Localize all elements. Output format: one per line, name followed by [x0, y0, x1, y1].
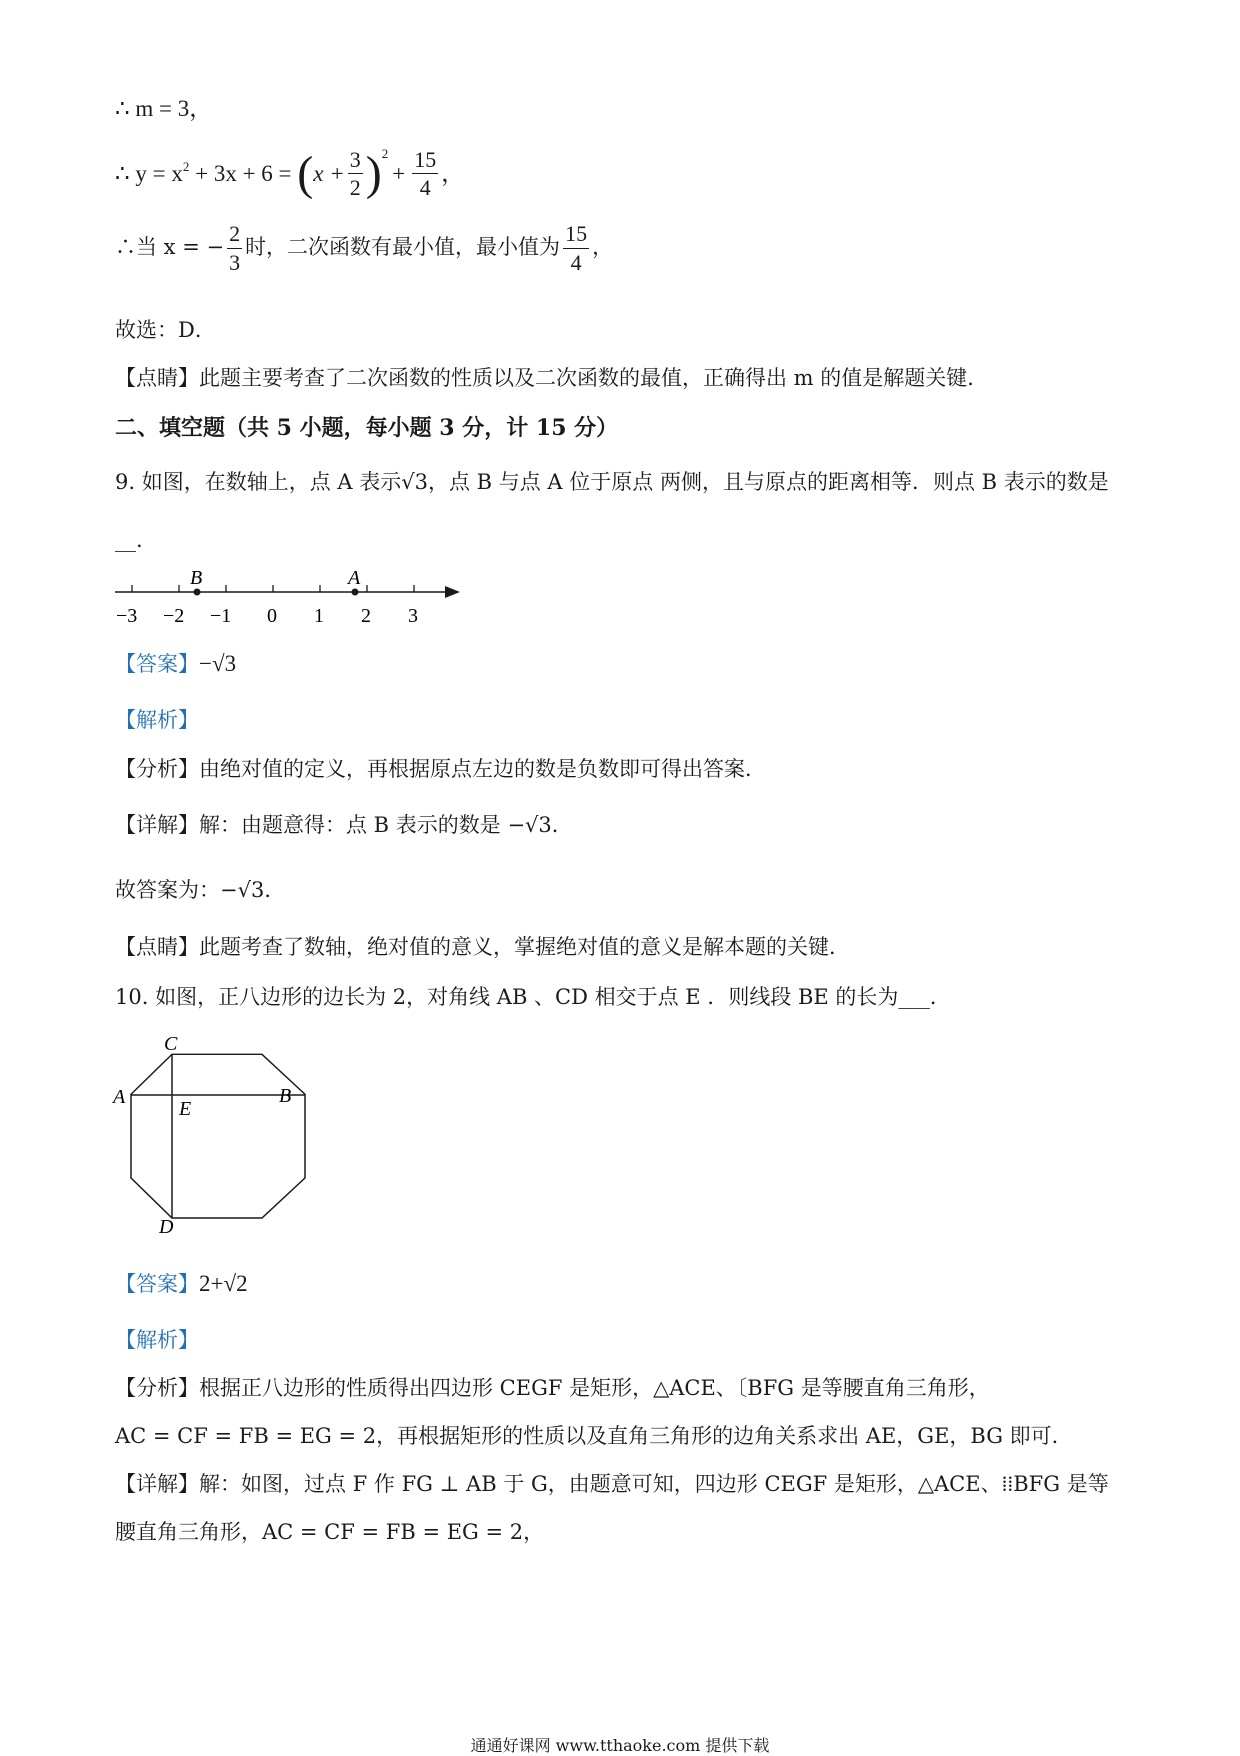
- right-paren: ): [365, 147, 382, 200]
- analysis-tag: 【解析】: [115, 1328, 199, 1352]
- xiangjie-9: [115, 813, 573, 838]
- point-b-dot: [194, 589, 201, 596]
- exponent: 2: [182, 159, 190, 174]
- answer-is-9: 故答案为：−√3．: [115, 878, 286, 902]
- key-point-q8: [115, 366, 988, 391]
- fraction-3-2: $\frac{3}{2}$: [349, 146, 361, 201]
- xiangjie-9-text: 解：由题意得：点 B 表示的数是 −√3．: [199, 813, 573, 837]
- arrow-head-icon: [445, 586, 460, 598]
- fraction-15-4-min: $\frac{15}{4}$: [565, 221, 588, 275]
- xiangjie-10-line2: 腰直角三角形，AC = CF = FB = EG = 2，: [115, 1520, 545, 1544]
- answer-10-value: 2+√2: [199, 1271, 248, 1296]
- dianjing-9: [115, 935, 850, 960]
- plus-sign: +: [392, 161, 406, 186]
- xiangjie-tag: 【详解】: [115, 813, 199, 837]
- vertex-form-lhs: ∴ y = x: [115, 161, 183, 186]
- tick-label-neg2: −2: [163, 605, 185, 627]
- answer-9: [115, 650, 236, 678]
- point-b-label: B: [190, 567, 203, 589]
- fenxi-9: [115, 757, 766, 782]
- line-m-equals-3: ∴ m = 3，: [115, 96, 213, 121]
- left-paren: (: [297, 147, 314, 200]
- tick-label-3: 3: [408, 605, 418, 627]
- tick-label-neg3: −3: [116, 605, 138, 627]
- vertex-d-label: D: [159, 1216, 174, 1235]
- analysis-9-tag: [115, 708, 199, 733]
- x-plus: x +: [313, 161, 345, 186]
- point-e-label: E: [179, 1098, 192, 1120]
- tick-label-neg1: −1: [210, 605, 232, 627]
- tick-label-2: 2: [361, 605, 371, 627]
- fenxi-10: [115, 1376, 990, 1401]
- vertex-form-mid: + 3x + 6 =: [189, 161, 298, 186]
- fenxi-10-line2: AC = CF = FB = EG = 2，再根据矩形的性质以及直角三角形的边角关系求出 AE，GE，BG 即可．: [115, 1424, 1073, 1448]
- analysis-tag: 【解析】: [115, 708, 199, 732]
- answer-tag: 【答案】: [115, 1272, 199, 1296]
- line-vertex-form: [115, 145, 464, 203]
- comma: ，: [592, 235, 614, 260]
- choose-answer-d: 故选：D．: [115, 318, 216, 342]
- fenxi-9-text: 由绝对值的定义，再根据原点左边的数是负数即可得出答案．: [199, 757, 766, 781]
- vertex-a-label: A: [113, 1086, 126, 1108]
- answer-tag: 【答案】: [115, 652, 199, 676]
- dianjing-9-text: 此题考查了数轴，绝对值的意义，掌握绝对值的意义是解本题的关键．: [199, 935, 850, 959]
- fraction-2-3: $\frac{2}{3}$: [229, 221, 241, 275]
- analysis-10-tag: [115, 1328, 199, 1353]
- tick-label-1: 1: [314, 605, 324, 627]
- question-9-blank: __.: [115, 528, 143, 552]
- exponent: 2: [381, 146, 389, 161]
- number-line-ticks: [132, 585, 414, 592]
- answer-9-value: −√3: [199, 651, 237, 676]
- fraction-15-4: $\frac{15}{4}$: [414, 146, 437, 201]
- page-footer: 通通好课网 www.tthaoke.com 提供下载: [470, 1736, 770, 1755]
- fenxi-10-text-a: 根据正八边形的性质得出四边形 CEGF 是矩形，△ACE、〔BFG 是等腰直角三角形，: [199, 1376, 990, 1400]
- fenxi-tag: 【分析】: [115, 1376, 199, 1400]
- question-10: 10. 如图，正八边形的边长为 2，对角线 AB 、CD 相交于点 E ．则线段 BE 的长为___．: [115, 985, 951, 1009]
- question-9: 9. 如图，在数轴上，点 A 表示√3，点 B 与点 A 位于原点 两侧，且与原点的距离相等．则点 B 表示的数是: [115, 470, 1109, 494]
- answer-10: [115, 1270, 248, 1298]
- comma: ，: [441, 161, 465, 186]
- regular-octagon: [131, 1054, 305, 1218]
- key-point-tag: 【点睛】: [115, 366, 199, 390]
- number-line-figure: [110, 562, 470, 632]
- xiangjie-tag: 【详解】: [115, 1472, 199, 1496]
- point-a-dot: [352, 589, 359, 596]
- tick-label-0: 0: [267, 605, 277, 627]
- section-heading-fill-blank: 二、填空题（共 5 小题，每小题 3 分，计 15 分）: [115, 415, 619, 441]
- vertex-c-label: C: [164, 1035, 178, 1055]
- key-point-text: 此题主要考查了二次函数的性质以及二次函数的最值，正确得出 m 的值是解题关键．: [199, 366, 989, 390]
- min-value-text: 时，二次函数有最小值，最小值为: [245, 235, 561, 260]
- fenxi-tag: 【分析】: [115, 757, 199, 781]
- vertex-b-label: B: [279, 1085, 292, 1107]
- xiangjie-10-text-a: 解：如图，过点 F 作 FG ⊥ AB 于 G，由题意可知，四边形 CEGF 是矩形，△ACE、⁞⁞BFG 是等: [199, 1472, 1109, 1496]
- line-min-value: [115, 220, 613, 276]
- octagon-figure: [108, 1035, 308, 1235]
- when-x-equals: ∴当 x = −: [115, 235, 225, 260]
- point-a-label: A: [348, 567, 361, 589]
- xiangjie-10: [115, 1472, 1109, 1497]
- dianjing-tag: 【点睛】: [115, 935, 199, 959]
